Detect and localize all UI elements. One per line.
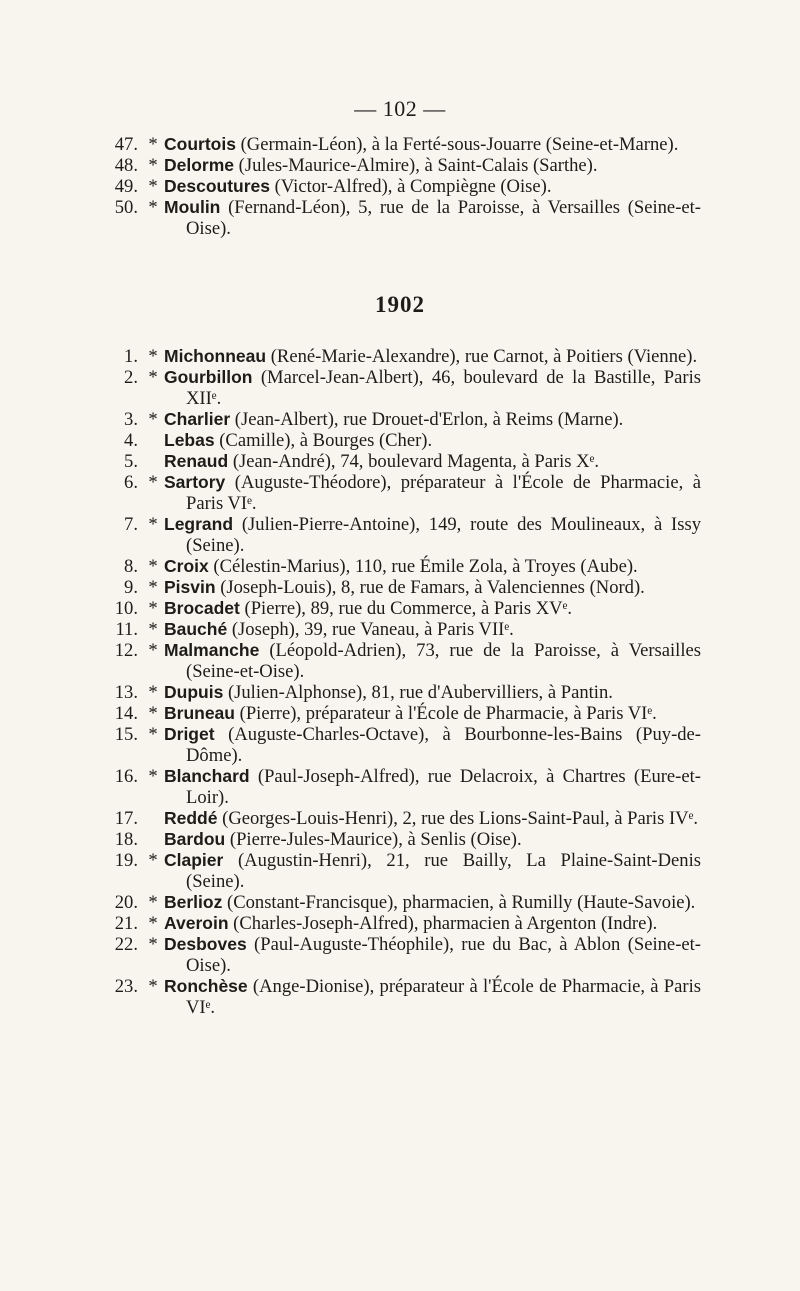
- entry-text: [164, 155, 701, 176]
- entry-details: (Germain-Léon), à la Ferté-sous-Jouarre (Seine-et-Marne).: [235, 134, 679, 155]
- entry-details: (Julien-Alphonse), 81, rue d'Aubervilliers, à Pantin.: [223, 682, 613, 703]
- entry-number: 17.: [114, 808, 138, 829]
- list-item: [0, 367, 800, 409]
- entry-number: 49.: [114, 176, 138, 197]
- entry-details: (Ange-Dionise), préparateur à l'École de Pharmacie, à Paris VIᵉ.: [186, 976, 701, 1018]
- entry-name: Sartory: [164, 472, 226, 492]
- page-number: — 102 —: [354, 96, 446, 121]
- entry-text: [164, 514, 701, 556]
- list-item: [0, 577, 800, 598]
- entry-asterisk: *: [148, 556, 158, 577]
- entry-details: (Célestin-Marius), 110, rue Émile Zola, à Troyes (Aube).: [208, 556, 638, 577]
- entry-details: (Fernand-Léon), 5, rue de la Paroisse, à Versailles (Seine-et-Oise).: [186, 197, 701, 239]
- entry-asterisk: *: [148, 577, 158, 598]
- entry-asterisk: *: [148, 598, 158, 619]
- list-item: [0, 134, 800, 155]
- list-item: [0, 850, 800, 892]
- entry-details: (Charles-Joseph-Alfred), pharmacien à Argenton (Indre).: [228, 913, 658, 934]
- list-item: [0, 346, 800, 367]
- entry-name: Reddé: [164, 808, 218, 828]
- entry-number: 7.: [124, 514, 138, 535]
- list-item: [0, 197, 800, 239]
- entry-details: (Constant-Francisque), pharmacien, à Rumilly (Haute-Savoie).: [222, 892, 696, 913]
- entry-details: (Paul-Joseph-Alfred), rue Delacroix, à Chartres (Eure-et-Loir).: [186, 766, 701, 808]
- entry-asterisk: *: [148, 850, 158, 871]
- entry-asterisk: *: [148, 176, 158, 197]
- entry-name: Michonneau: [164, 346, 267, 366]
- entry-asterisk: *: [148, 409, 158, 430]
- entry-list-1902: [0, 346, 800, 1018]
- entry-details: (Pierre), 89, rue du Commerce, à Paris XVᵉ.: [239, 598, 572, 619]
- entry-number: 23.: [114, 976, 138, 997]
- entry-name: Blanchard: [164, 766, 250, 786]
- list-item: [0, 409, 800, 430]
- entry-name: Driget: [164, 724, 215, 744]
- entry-number: 5.: [124, 451, 138, 472]
- entry-number: 10.: [114, 598, 138, 619]
- entry-asterisk: *: [148, 724, 158, 745]
- entry-name: Courtois: [164, 134, 236, 154]
- list-item: [0, 934, 800, 976]
- entry-details: (Marcel-Jean-Albert), 46, boulevard de la Bastille, Paris XIIᵉ.: [186, 367, 701, 409]
- entry-asterisk: *: [148, 619, 158, 640]
- entry-asterisk: *: [148, 367, 158, 388]
- entry-name: Delorme: [164, 155, 235, 175]
- entry-number: 3.: [124, 409, 138, 430]
- entry-asterisk: *: [148, 913, 158, 934]
- entry-number: 21.: [114, 913, 138, 934]
- entry-text: [164, 409, 701, 430]
- list-item: [0, 829, 800, 850]
- entry-details: (Joseph), 39, rue Vaneau, à Paris VIIᵉ.: [227, 619, 514, 640]
- entry-text: [164, 197, 701, 239]
- list-item: [0, 913, 800, 934]
- entry-text: [164, 176, 701, 197]
- list-item: [0, 640, 800, 682]
- list-item: [0, 619, 800, 640]
- list-item: [0, 976, 800, 1018]
- entry-text: [164, 367, 701, 409]
- entry-name: Gourbillon: [164, 367, 253, 387]
- entry-text: [164, 808, 701, 829]
- entry-name: Charlier: [164, 409, 231, 429]
- entry-asterisk: *: [148, 640, 158, 661]
- entry-details: (Pierre-Jules-Maurice), à Senlis (Oise).: [225, 829, 522, 850]
- entry-number: 15.: [114, 724, 138, 745]
- entry-text: [164, 850, 701, 892]
- entry-text: [164, 766, 701, 808]
- entry-text: [164, 472, 701, 514]
- entry-details: (Auguste-Charles-Octave), à Bourbonne-les-Bains (Puy-de-Dôme).: [186, 724, 701, 766]
- list-item: [0, 682, 800, 703]
- entry-name: Averoin: [164, 913, 229, 933]
- entry-name: Pisvin: [164, 577, 216, 597]
- list-item: [0, 430, 800, 451]
- entry-number: 1.: [124, 346, 138, 367]
- entry-details: (Augustin-Henri), 21, rue Bailly, La Plaine-Saint-Denis (Seine).: [186, 850, 701, 892]
- list-item: [0, 514, 800, 556]
- entry-number: 14.: [114, 703, 138, 724]
- entry-text: [164, 640, 701, 682]
- entry-asterisk: *: [148, 197, 158, 218]
- entry-list-1901: [0, 134, 800, 239]
- entry-details: (Jules-Maurice-Almire), à Saint-Calais (Sarthe).: [234, 155, 598, 176]
- entry-asterisk: *: [148, 703, 158, 724]
- entry-details: (Joseph-Louis), 8, rue de Famars, à Valenciennes (Nord).: [215, 577, 645, 598]
- entry-details: (Jean-André), 74, boulevard Magenta, à Paris Xᵉ.: [228, 451, 600, 472]
- entry-name: Bardou: [164, 829, 226, 849]
- entry-asterisk: *: [148, 134, 158, 155]
- entry-number: 9.: [124, 577, 138, 598]
- entry-name: Croix: [164, 556, 209, 576]
- list-item: [0, 556, 800, 577]
- entry-name: Brocadet: [164, 598, 240, 618]
- entry-asterisk: *: [148, 472, 158, 493]
- entry-text: [164, 703, 701, 724]
- entry-details: (Victor-Alfred), à Compiègne (Oise).: [270, 176, 552, 197]
- entry-name: Bruneau: [164, 703, 235, 723]
- entry-name: Descoutures: [164, 176, 271, 196]
- entry-text: [164, 577, 701, 598]
- entry-asterisk: *: [148, 682, 158, 703]
- entry-number: 12.: [114, 640, 138, 661]
- entry-number: 6.: [124, 472, 138, 493]
- entry-number: 4.: [124, 430, 138, 451]
- entry-asterisk: *: [148, 766, 158, 787]
- entry-details: (René-Marie-Alexandre), rue Carnot, à Poitiers (Vienne).: [266, 346, 698, 367]
- entry-text: [164, 829, 701, 850]
- entry-number: 19.: [114, 850, 138, 871]
- list-item: [0, 451, 800, 472]
- entry-asterisk: *: [148, 155, 158, 176]
- entry-asterisk: *: [148, 514, 158, 535]
- entry-text: [164, 556, 701, 577]
- entry-asterisk: *: [148, 934, 158, 955]
- entry-details: (Léopold-Adrien), 73, rue de la Paroisse, à Versailles (Seine-et-Oise).: [186, 640, 701, 682]
- list-item: [0, 176, 800, 197]
- entry-name: Berlioz: [164, 892, 223, 912]
- entry-number: 50.: [114, 197, 138, 218]
- entry-details: (Auguste-Théodore), préparateur à l'École de Pharmacie, à Paris VIᵉ.: [186, 472, 701, 514]
- entry-text: [164, 430, 701, 451]
- entry-asterisk: *: [148, 892, 158, 913]
- entry-name: Renaud: [164, 451, 229, 471]
- entry-text: [164, 934, 701, 976]
- entry-name: Desboves: [164, 934, 247, 954]
- entry-details: (Georges-Louis-Henri), 2, rue des Lions-Saint-Paul, à Paris IVᵉ.: [217, 808, 699, 829]
- entry-text: [164, 451, 701, 472]
- entry-number: 8.: [124, 556, 138, 577]
- entry-text: [164, 724, 701, 766]
- entry-number: 11.: [115, 619, 138, 640]
- list-item: [0, 472, 800, 514]
- list-item: [0, 766, 800, 808]
- entry-details: (Julien-Pierre-Antoine), 149, route des Moulineaux, à Issy (Seine).: [186, 514, 701, 556]
- list-item: [0, 724, 800, 766]
- entry-name: Malmanche: [164, 640, 260, 660]
- entry-text: [164, 346, 701, 367]
- entry-name: Lebas: [164, 430, 215, 450]
- entry-text: [164, 976, 701, 1018]
- entry-text: [164, 619, 701, 640]
- entry-asterisk: *: [148, 346, 158, 367]
- entry-text: [164, 892, 701, 913]
- entry-text: [164, 134, 701, 155]
- entry-name: Moulin: [164, 197, 221, 217]
- list-item: [0, 892, 800, 913]
- entry-details: (Paul-Auguste-Théophile), rue du Bac, à Ablon (Seine-et-Oise).: [186, 934, 701, 976]
- entry-number: 20.: [114, 892, 138, 913]
- year-heading: 1902: [375, 292, 425, 317]
- entry-name: Ronchèse: [164, 976, 248, 996]
- entry-name: Clapier: [164, 850, 224, 870]
- entry-name: Bauché: [164, 619, 228, 639]
- entry-details: (Camille), à Bourges (Cher).: [214, 430, 433, 451]
- entry-name: Dupuis: [164, 682, 224, 702]
- entry-text: [164, 913, 701, 934]
- entry-number: 18.: [114, 829, 138, 850]
- entry-details: (Pierre), préparateur à l'École de Pharmacie, à Paris VIᵉ.: [234, 703, 657, 724]
- entry-number: 16.: [114, 766, 138, 787]
- entry-number: 22.: [114, 934, 138, 955]
- entry-text: [164, 598, 701, 619]
- list-item: [0, 598, 800, 619]
- entry-number: 48.: [114, 155, 138, 176]
- entry-number: 2.: [124, 367, 138, 388]
- list-item: [0, 808, 800, 829]
- list-item: [0, 155, 800, 176]
- entry-name: Legrand: [164, 514, 234, 534]
- entry-number: 47.: [114, 134, 138, 155]
- entry-number: 13.: [114, 682, 138, 703]
- entry-asterisk: *: [148, 976, 158, 997]
- entry-text: [164, 682, 701, 703]
- entry-details: (Jean-Albert), rue Drouet-d'Erlon, à Reims (Marne).: [230, 409, 624, 430]
- list-item: [0, 703, 800, 724]
